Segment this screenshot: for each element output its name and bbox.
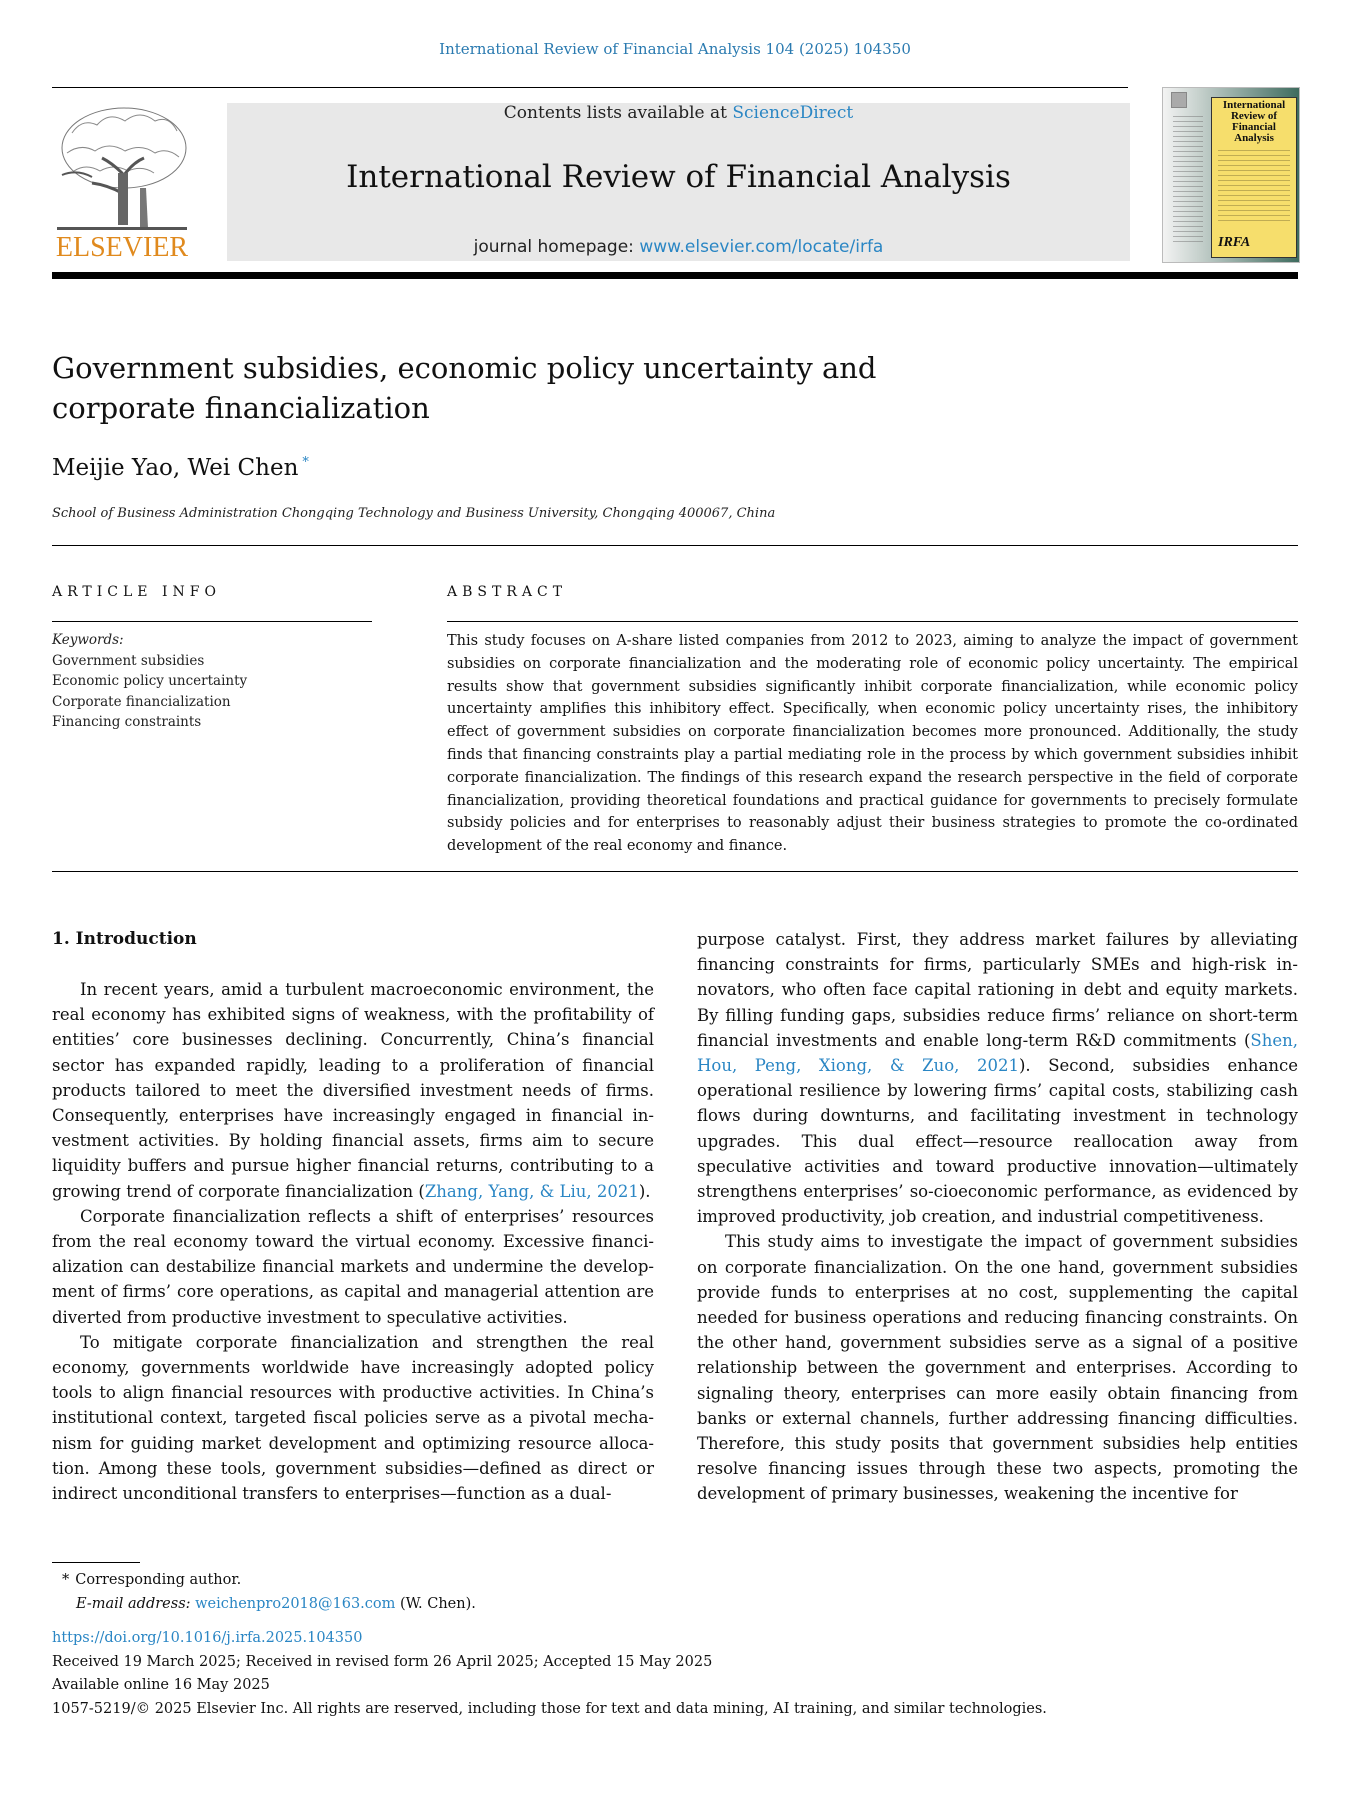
- cover-abbrev: IRFA: [1218, 235, 1251, 250]
- paper-title-line-1: Government subsidies, economic policy uncertainty and: [52, 351, 877, 385]
- publication-info: [52, 1627, 1047, 1721]
- homepage-prefix: journal homepage:: [473, 237, 640, 257]
- journal-title: International Review of Financial Analysis: [346, 159, 1011, 195]
- body-column-left: [52, 977, 654, 1506]
- homepage-link[interactable]: www.elsevier.com/locate/irfa: [639, 237, 884, 257]
- cover-title: [1212, 100, 1296, 144]
- contents-prefix: Contents lists available at: [503, 103, 733, 123]
- body-paragraph: Corporate financialization reflects a shift of enterprises’ resources from the real economy toward the virtual economy. Excessive financi-alization can destabilize financial markets and undermine the develop-ment of firms’ core operations, as capital and managerial attention are diverted from productive investment to speculative activities.: [52, 1206, 654, 1327]
- paper-title: [52, 348, 952, 428]
- abstract-heading: ABSTRACT: [447, 584, 568, 600]
- keyword-item: Economic policy uncertainty: [52, 673, 248, 689]
- paragraph-text: purpose catalyst. First, they address market failures by alleviating financing constraints for firms, particularly SMEs and high-risk in-novators, who often face capital rationing in debt and equity markets. By filling funding gaps, subsidies reduce firms’ reliance on short-term financial investments and enable long-term R&D commitments (: [697, 930, 1298, 1050]
- email-suffix: (W. Chen).: [395, 1596, 476, 1612]
- author-list: [52, 455, 309, 481]
- cover-title-line: Review of: [1230, 110, 1278, 122]
- paragraph-text: In recent years, amid a turbulent macroeconomic environment, the real economy has exhibited signs of weakness, with the profitability of entities’ core businesses declining. Concurrently, China’s financial sector has expanded rapidly, leading to a proliferation of financial products tailored to meet the diversified investment needs of firms. Consequently, enterprises have increasingly engaged in financial in-vestment activities. By holding financial assets, firms aim to secure liquidity buffers and pursue higher financial returns, contributing to a growing trend of corporate financialization (: [52, 980, 654, 1201]
- affiliation: School of Business Administration Chongqing Technology and Business University, Chongqing 400067, China: [52, 506, 776, 521]
- abstract-text: This study focuses on A-share listed companies from 2012 to 2023, aiming to analyze the impact of government subsidies on corporate financialization and the moderating role of economic policy uncertainty. The empirical results show that government subsidies significantly inhibit corporate financialization, while economic policy uncertainty amplifies this inhibitory effect. Specifically, when economic policy uncertainty rises, the inhibitory effect of government subsidies on corporate financialization becomes more pronounced. Additionally, the study finds that financing constraints play a partial mediating role in the process by which government subsidies inhibit corporate financialization. The findings of this research expand the research perspective in the field of corporate financialization, providing theoretical foundations and practical guidance for governments to precisely formulate subsidy policies and for enterprises to reasonably adjust their business strategies to promote the co-ordinated development of the real economy and finance.: [447, 633, 1298, 855]
- cover-contents-list: [1218, 150, 1290, 222]
- cover-title-line: Analysis: [1234, 132, 1274, 144]
- email-link[interactable]: weichenpro2018@163.com: [195, 1596, 396, 1612]
- copyright-notice: 1057-5219/© 2025 Elsevier Inc. All rights are reserved, including those for text and data mining, AI training, and similar technologies.: [52, 1700, 1047, 1717]
- elsevier-wordmark: ELSEVIER: [55, 232, 189, 263]
- abstract-bottom-rule: [52, 871, 1298, 872]
- footnote-star: *: [62, 1572, 70, 1588]
- introduction-heading: 1. Introduction: [52, 929, 197, 949]
- citation-link[interactable]: Zhang, Yang, & Liu, 2021: [424, 1181, 639, 1201]
- contents-available: [227, 103, 1130, 123]
- keywords-list: [52, 630, 247, 733]
- journal-homepage: [227, 237, 1130, 257]
- corresponding-author-note: [62, 1568, 476, 1592]
- cover-title-line: Financial: [1231, 121, 1276, 133]
- article-info-heading: ARTICLE INFO: [52, 584, 221, 600]
- doi-link[interactable]: https://doi.org/10.1016/j.irfa.2025.104350: [52, 1630, 363, 1646]
- cover-title-panel: [1211, 97, 1297, 258]
- cover-side-text: [1173, 116, 1203, 246]
- corresponding-label: Corresponding author.: [75, 1572, 242, 1588]
- body-paragraph: [697, 927, 1298, 1229]
- article-history: Received 19 March 2025; Received in revised form 26 April 2025; Accepted 15 May 2025: [52, 1653, 713, 1670]
- running-head[interactable]: International Review of Financial Analysis 104 (2025) 104350: [439, 40, 911, 58]
- paragraph-text: ). Second, subsidies enhance operational resilience by lowering firms’ capital costs, stabilizing cash flows during downturns, and facilitating investment in technology upgrades. This dual effect—resource reallocation away from speculative activities and toward productive innovation—ultimately strengthens enterprises’ so-cioeconomic performance, as evidenced by improved productivity, job creation, and industrial competitiveness.: [697, 1056, 1298, 1227]
- body-paragraph: To mitigate corporate financialization and strengthen the real economy, governments worldwide have increasingly adopted policy tools to align financial resources with productive activities. In China’s institutional context, targeted fiscal policies serve as a pivotal mecha-nism for guiding market development and optimizing resource alloca-tion. Among these tools, government subsidies—defined as direct or indirect unconditional transfers to enterprises—function as a dual-: [52, 1332, 654, 1504]
- journal-masthead: [227, 103, 1130, 261]
- keyword-item: Government subsidies: [52, 652, 205, 669]
- article-info-rule: [52, 621, 372, 622]
- body-paragraph: [52, 977, 654, 1204]
- keyword-item: Financing constraints: [52, 714, 202, 730]
- header-rule: [52, 87, 1128, 88]
- footnote-rule: [52, 1562, 140, 1563]
- email-line: [62, 1592, 476, 1616]
- available-online: Available online 16 May 2025: [52, 1677, 270, 1693]
- header-thick-rule: [52, 272, 1298, 279]
- corresponding-author-mark[interactable]: *: [302, 455, 309, 471]
- sciencedirect-link[interactable]: ScienceDirect: [732, 103, 854, 123]
- abstract-rule: [447, 621, 1298, 622]
- cover-title-line: International: [1222, 99, 1286, 111]
- journal-cover-thumbnail[interactable]: [1162, 87, 1300, 263]
- keywords-label: Keywords:: [52, 632, 124, 648]
- cover-publisher-logo-icon: [1171, 92, 1187, 108]
- footnote: [62, 1568, 476, 1616]
- keyword-item: Corporate financialization: [52, 693, 231, 710]
- author-names[interactable]: Meijie Yao, Wei Chen: [52, 455, 299, 481]
- citation-link[interactable]: Shen, Hou, Peng, Xiong, & Zuo, 2021: [697, 1030, 1298, 1076]
- body-paragraph: This study aims to investigate the impact of government subsidies on corporate financialization. On the one hand, government subsidies provide funds to enterprises at no cost, supplementing the capital needed for business operations and reducing financing constraints. On the other hand, government subsidies serve as a signal of a positive relationship between the government and enterprises. According to signaling theory, enterprises can more easily obtain financing from banks or external channels, further addressing financing difficulties. Therefore, this study posits that government subsidies help entities resolve financing issues through these two aspects, promoting the development of primary businesses, weakening the incentive for: [697, 1232, 1298, 1504]
- section-rule: [52, 545, 1298, 546]
- tree-icon: [52, 103, 192, 233]
- email-label: E-mail address:: [76, 1596, 191, 1612]
- paper-title-line-2: corporate financialization: [52, 391, 430, 425]
- paragraph-text: ).: [638, 1181, 651, 1201]
- body-column-right: [697, 927, 1298, 1507]
